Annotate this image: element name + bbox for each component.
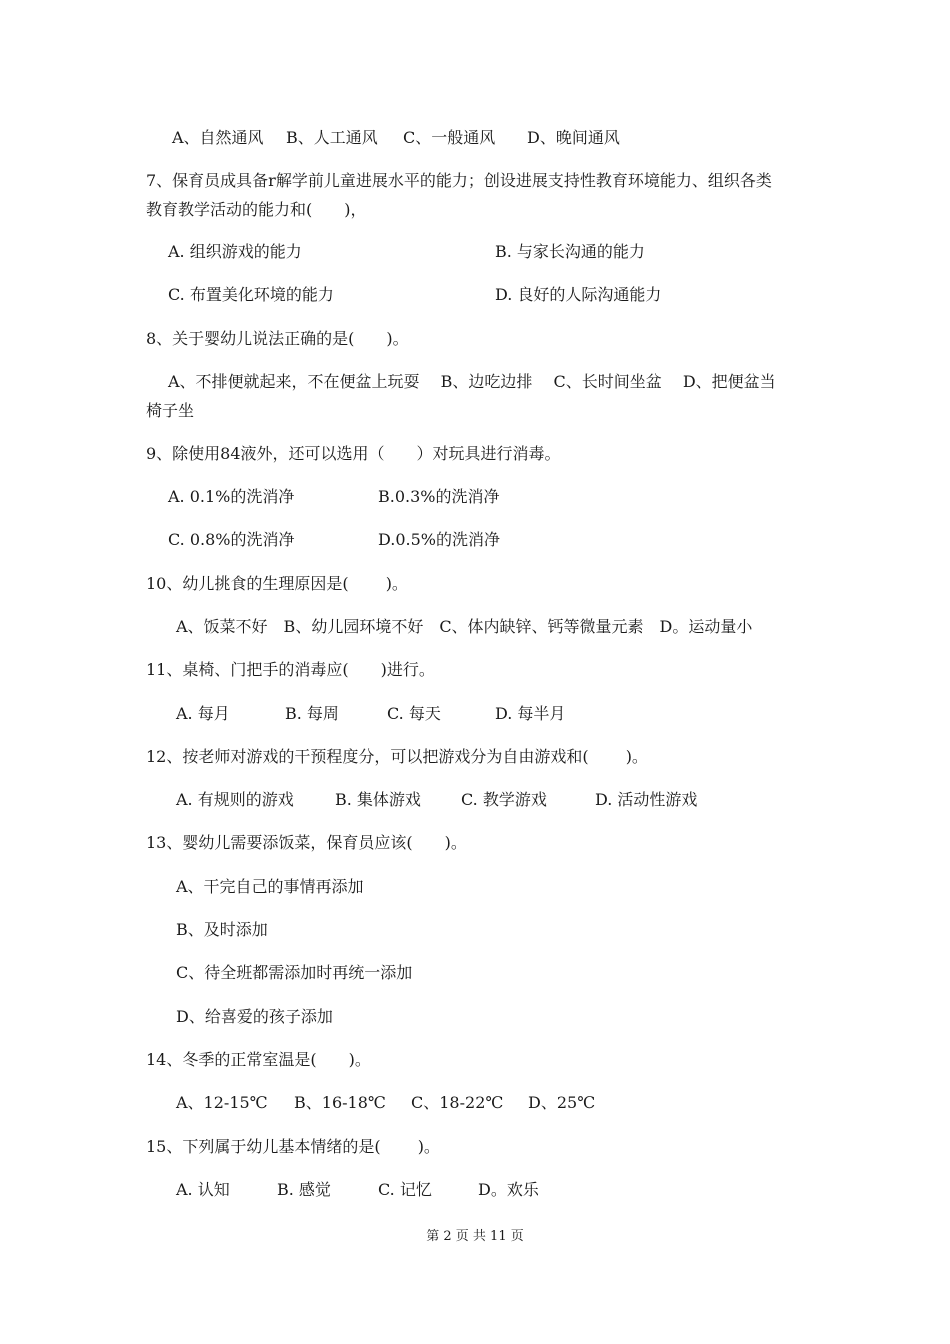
q8-options-line1: A、不排便就起来，不在便盆上玩耍 B、边吃边排 C、长时间坐盆 D、把便盆当 <box>168 372 776 391</box>
q7-option-c: C. 布置美化环境的能力 <box>168 285 334 304</box>
q11-option-d: D. 每半月 <box>495 704 566 723</box>
q10-options: A、饭菜不好 B、幼儿园环境不好 C、体内缺锌、钙等微量元素 D。运动量小 <box>176 617 753 636</box>
q9-option-b: B.0.3%的洗消净 <box>378 487 500 506</box>
q12-option-c: C. 教学游戏 <box>461 790 547 809</box>
q12-option-b: B. 集体游戏 <box>335 790 421 809</box>
q7-option-a: A. 组织游戏的能力 <box>168 242 302 261</box>
q13-option-a: A、干完自己的事情再添加 <box>176 877 364 896</box>
q13-option-b: B、及时添加 <box>176 920 268 939</box>
q15-option-d: D。欢乐 <box>478 1180 539 1199</box>
q13-stem: 13、婴幼儿需要添饭菜，保育员应该( )。 <box>146 833 467 852</box>
q6-option-b: B、人工通风 <box>286 128 378 147</box>
q13-option-c: C、待全班都需添加时再统一添加 <box>176 963 413 982</box>
q14-option-b: B、16-18℃ <box>294 1093 386 1112</box>
q11-option-b: B. 每周 <box>285 704 339 723</box>
q11-stem: 11、桌椅、门把手的消毒应( )进行。 <box>146 660 435 679</box>
q9-stem: 9、除使用84液外，还可以选用（ ）对玩具进行消毒。 <box>146 444 561 463</box>
q8-stem: 8、关于婴幼儿说法正确的是( )。 <box>146 329 409 348</box>
page-footer: 第 2 页 共 11 页 <box>426 1229 524 1244</box>
q12-option-d: D. 活动性游戏 <box>595 790 698 809</box>
q11-option-a: A. 每月 <box>176 704 230 723</box>
q15-option-a: A. 认知 <box>176 1180 230 1199</box>
q14-option-c: C、18-22℃ <box>411 1093 504 1112</box>
q7-stem-line1: 7、保育员成具备r解学前儿童进展水平的能力；创设进展支持性教育环境能力、组织各类 <box>146 171 772 190</box>
q10-stem: 10、幼儿挑食的生理原因是( )。 <box>146 574 408 593</box>
q8-options-line2: 椅子坐 <box>146 401 195 420</box>
q6-option-d: D、晚间通风 <box>527 128 620 147</box>
q15-option-b: B. 感觉 <box>277 1180 331 1199</box>
q7-stem-line2: 教育教学活动的能力和( )， <box>146 200 367 219</box>
q9-option-a: A. 0.1%的洗消净 <box>168 487 295 506</box>
q13-option-d: D、给喜爱的孩子添加 <box>176 1007 333 1026</box>
q7-option-b: B. 与家长沟通的能力 <box>495 242 645 261</box>
q15-stem: 15、下列属于幼儿基本情绪的是( )。 <box>146 1137 440 1156</box>
q14-option-d: D、25℃ <box>528 1093 596 1112</box>
q15-option-c: C. 记忆 <box>378 1180 432 1199</box>
q14-stem: 14、冬季的正常室温是( )。 <box>146 1050 371 1069</box>
q14-option-a: A、12-15℃ <box>176 1093 268 1112</box>
q12-option-a: A. 有规则的游戏 <box>176 790 294 809</box>
q11-option-c: C. 每天 <box>387 704 441 723</box>
q6-option-a: A、自然通风 <box>172 128 264 147</box>
q7-option-d: D. 良好的人际沟通能力 <box>495 285 662 304</box>
q12-stem: 12、按老师对游戏的干预程度分，可以把游戏分为自由游戏和( )。 <box>146 747 648 766</box>
q6-option-c: C、一般通风 <box>403 128 496 147</box>
q9-option-d: D.0.5%的洗消净 <box>378 530 500 549</box>
q9-option-c: C. 0.8%的洗消净 <box>168 530 295 549</box>
